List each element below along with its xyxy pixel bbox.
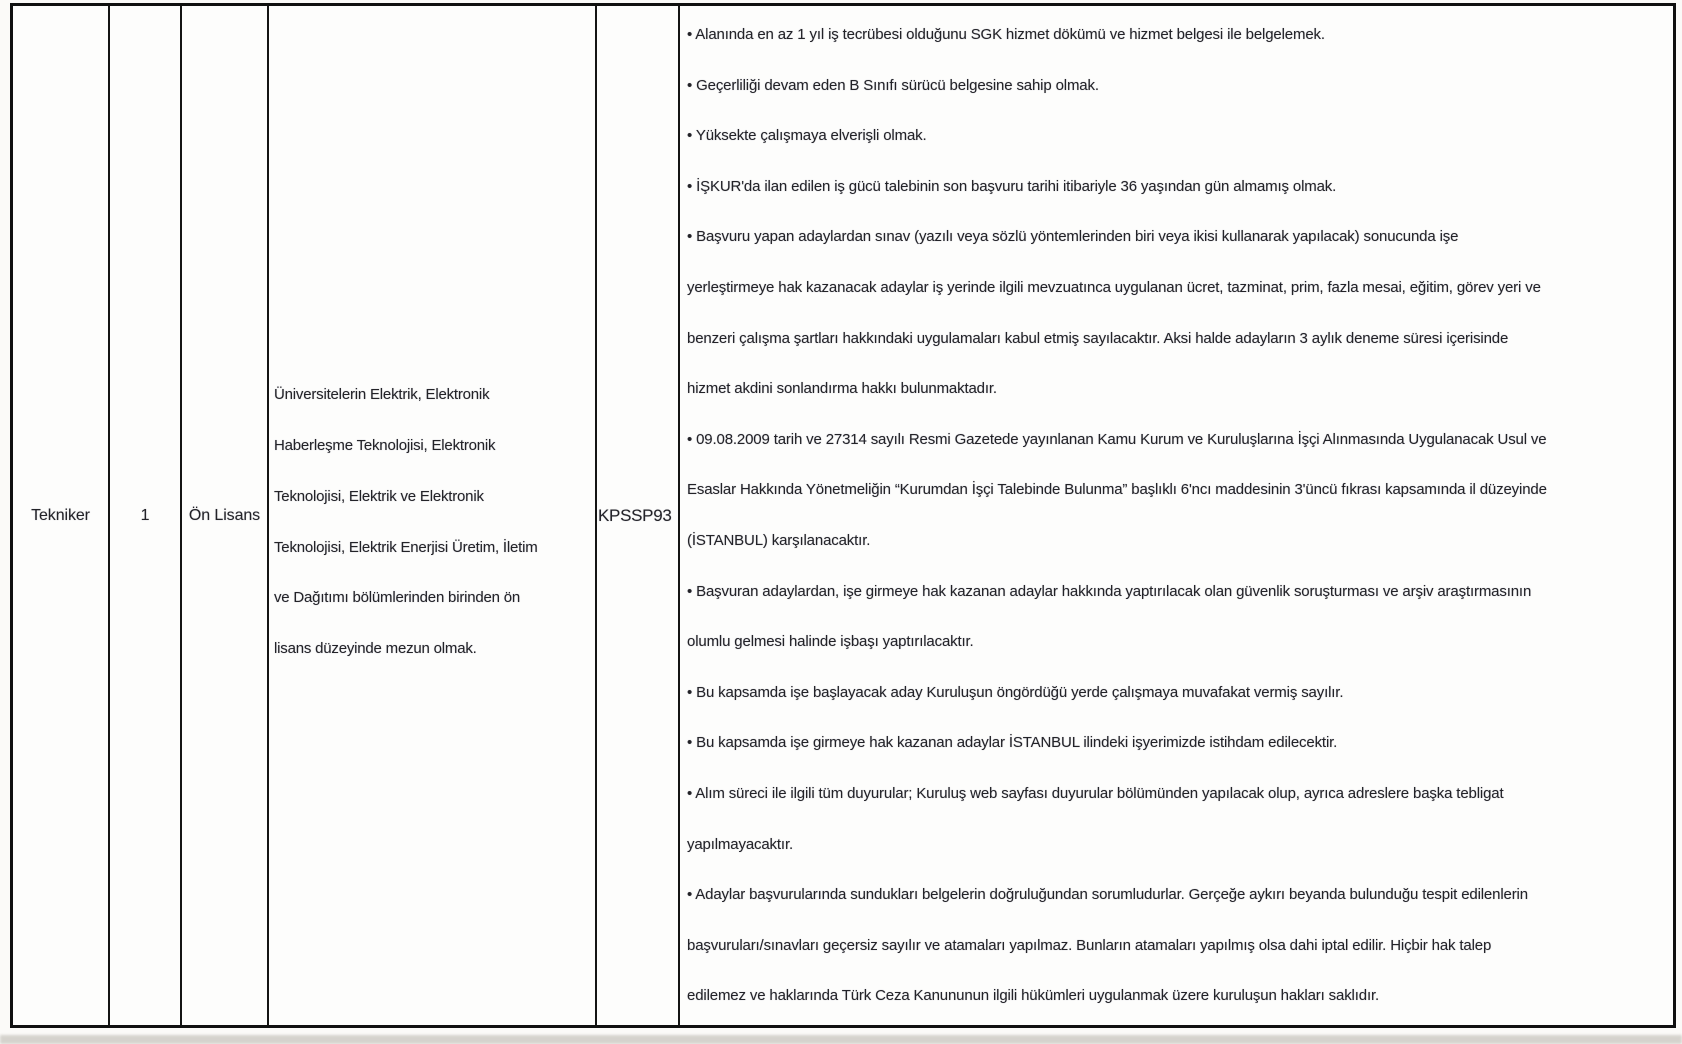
requirement-line: • Yüksekte çalışmaya elverişli olmak. (687, 127, 927, 145)
cell-position (13, 6, 110, 1025)
requirement-line: hizmet akdini sonlandırma hakkı bulunmaktadır. (687, 380, 997, 398)
education-detail-line: lisans düzeyinde mezun olmak. (274, 640, 477, 658)
requirement-line: benzeri çalışma şartları hakkındaki uygulamaları kabul etmiş sayılacaktır. Aksi halde adayların 3 aylık deneme süresi içerisinde (687, 329, 1509, 347)
education-detail-line: Üniversitelerin Elektrik, Elektronik (274, 385, 490, 403)
requirement-line: başvuruları/sınavları geçersiz sayılır ve atamaları yapılmaz. Bunların atamaları yapılmış olsa dahi iptal edilir. Hiçbir hak talep (687, 936, 1492, 954)
requirement-line: • Bu kapsamda işe girmeye hak kazanan adaylar İSTANBUL ilindeki işyerimizde istihdam edilecektir. (687, 734, 1338, 752)
position-title: Tekniker (31, 506, 90, 524)
cell-exam-code (597, 6, 680, 1025)
cell-quota (110, 6, 182, 1025)
education-level-value: Ön Lisans (188, 506, 261, 524)
cell-requirements (680, 6, 1673, 1025)
requirement-line: • İŞKUR'da ilan edilen iş gücü talebinin son başvuru tarihi itibariyle 36 yaşından gün almamış olmak. (687, 177, 1337, 195)
requirement-line: edilemez ve haklarında Türk Ceza Kanununun ilgili hükümleri uygulanmak üzere kuruluşun hakları saklıdır. (687, 987, 1380, 1005)
education-detail-line: Haberleşme Teknolojisi, Elektronik (274, 436, 496, 454)
education-detail-line: Teknolojisi, Elektrik Enerjisi Üretim, İletim (274, 538, 538, 556)
requirement-line: • Alanında en az 1 yıl iş tecrübesi olduğunu SGK hizmet dökümü ve hizmet belgesi ile belgelemek. (687, 26, 1325, 43)
requirement-line: olumlu gelmesi halinde işbaşı yaptırılacaktır. (687, 633, 974, 651)
requirement-line: • Adaylar başvurularında sundukları belgelerin doğruluğundan sorumludurlar. Gerçeğe aykırı beyanda bulunduğu tespit edilenlerin (687, 886, 1528, 904)
quota-value: 1 (140, 506, 150, 524)
requirement-line: • Bu kapsamda işe başlayacak aday Kuruluşun öngördüğü yerde çalışmaya muvafakat vermiş sayılır. (687, 683, 1344, 701)
job-posting-table-row (10, 3, 1676, 1028)
cell-education-detail (269, 6, 597, 1025)
page-edge-shadow (0, 1035, 1682, 1044)
requirement-line: • Alım süreci ile ilgili tüm duyurular; Kuruluş web sayfası duyurular bölümünden yapılacak olup, ayrıca adreslere başka tebligat (687, 784, 1504, 802)
requirement-line: • Başvuran adaylardan, işe girmeye hak kazanan adaylar hakkında yaptırılacak olan güvenlik soruşturması ve arşiv araştırmasının (687, 582, 1532, 600)
education-detail-line: Teknolojisi, Elektrik ve Elektronik (274, 487, 484, 505)
requirement-line: yapılmayacaktır. (687, 835, 793, 853)
education-detail-line: ve Dağıtımı bölümlerinden birinden ön (274, 589, 521, 607)
requirement-line: • Geçerliliği devam eden B Sınıfı sürücü belgesine sahip olmak. (687, 76, 1099, 94)
cell-education-level (182, 6, 269, 1025)
exam-code-value: KPSSP93 (598, 505, 672, 525)
requirement-line: (İSTANBUL) karşılanacaktır. (687, 531, 871, 549)
requirement-line: • Başvuru yapan adaylardan sınav (yazılı veya sözlü yöntemlerinden biri veya ikisi kullanarak yapılacak) sonucunda işe (687, 228, 1459, 246)
requirement-line: yerleştirmeye hak kazanacak adaylar iş yerinde ilgili mevzuatınca uygulanan ücret, tazminat, prim, fazla mesai, eğitim, görev yeri ve (687, 278, 1541, 296)
requirement-line: • 09.08.2009 tarih ve 27314 sayılı Resmi Gazetede yayınlanan Kamu Kurum ve Kuruluşlarına İşçi Alınmasında Uygulanacak Usul ve (687, 430, 1547, 448)
requirement-line: Esaslar Hakkında Yönetmeliğin “Kurumdan İşçi Talebinde Bulunma” başlıklı 6'ncı maddesinin 3'üncü fıkrası kapsamında il düzeyinde (687, 481, 1547, 499)
